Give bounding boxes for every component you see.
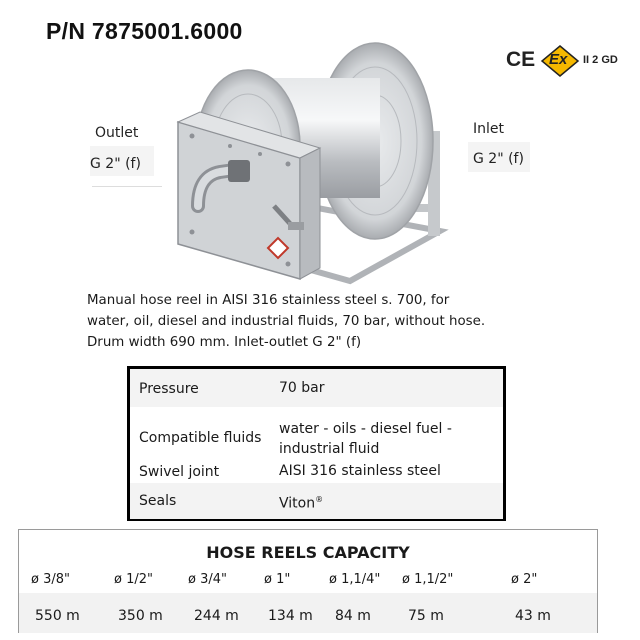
- inlet-label: Inlet: [473, 121, 504, 137]
- capacity-size: ø 1,1/4": [329, 572, 381, 587]
- part-number: P/N 7875001.6000: [46, 18, 243, 44]
- product-description: Manual hose reel in AISI 316 stainless steel s. 700, for water, oil, diesel and industrial fluids, 70 bar, without hose. Drum width 690 mm. Inlet-outlet G 2" (f): [87, 293, 486, 350]
- capacity-length: 134 m: [268, 608, 313, 624]
- outlet-divider: [92, 186, 162, 187]
- outlet-label: Outlet: [95, 125, 139, 141]
- spec-label: Swivel joint: [139, 464, 220, 480]
- spec-row-pressure: [130, 369, 503, 407]
- spec-value: 70 bar: [279, 380, 325, 396]
- capacity-size: ø 3/8": [31, 572, 70, 587]
- spec-row-seals: [130, 483, 503, 519]
- hose-reel-illustration: [170, 36, 450, 286]
- atex-group-label: II 2 GD: [583, 54, 618, 66]
- capacity-table: [18, 529, 598, 633]
- capacity-size: ø 3/4": [188, 572, 227, 587]
- capacity-length: 550 m: [35, 608, 80, 624]
- capacity-length: 43 m: [515, 608, 551, 624]
- seals-material: Viton: [279, 495, 316, 512]
- capacity-length: 244 m: [194, 608, 239, 624]
- spec-value: water - oils - diesel fuel - industrial fluid: [279, 421, 452, 457]
- spec-value: AISI 316 stainless steel: [279, 463, 441, 479]
- capacity-size: ø 1": [264, 572, 291, 587]
- inlet-value: G 2" (f): [473, 151, 524, 167]
- spec-label: Seals: [139, 493, 177, 509]
- spec-label: Compatible fluids: [139, 430, 262, 446]
- capacity-size: ø 2": [511, 572, 538, 587]
- capacity-length: 75 m: [408, 608, 444, 624]
- spec-label: Pressure: [139, 381, 199, 397]
- atex-ex-label: Ex: [549, 51, 568, 68]
- spec-row-swivel: [130, 455, 503, 481]
- spec-table: [127, 366, 506, 521]
- capacity-size: ø 1/2": [114, 572, 153, 587]
- outlet-value: G 2" (f): [90, 156, 141, 172]
- capacity-length: 350 m: [118, 608, 163, 624]
- spec-value: [279, 490, 323, 514]
- capacity-length: 84 m: [335, 608, 371, 624]
- registered-mark: ®: [315, 495, 324, 504]
- capacity-title: HOSE REELS CAPACITY: [206, 543, 410, 562]
- ce-mark-icon: CE: [506, 48, 536, 71]
- capacity-size: ø 1,1/2": [402, 572, 454, 587]
